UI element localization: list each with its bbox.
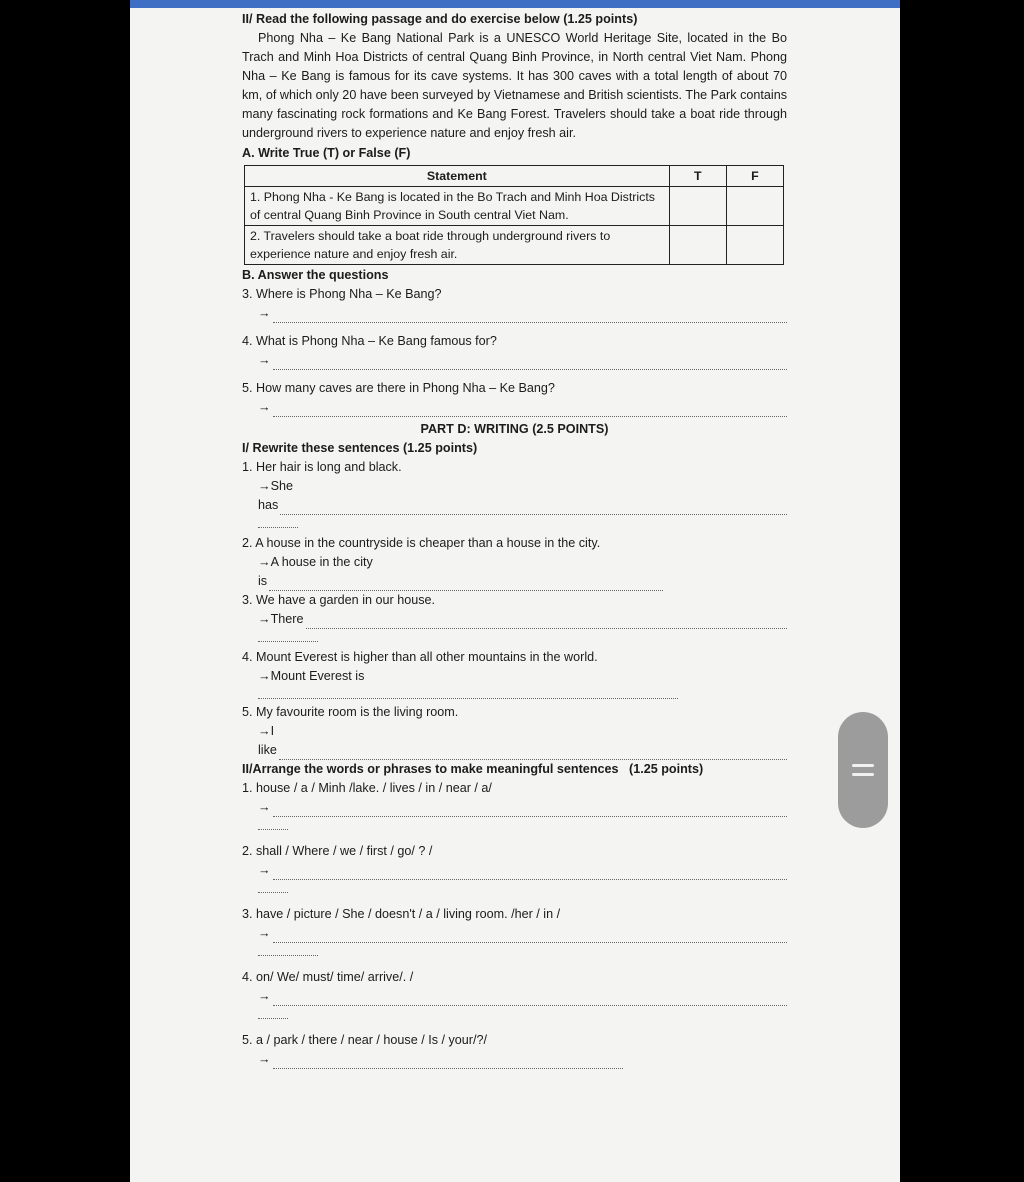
- table-row: [245, 226, 784, 265]
- rewrite-prompt: is: [258, 574, 268, 588]
- rewrite-prompt: →She: [258, 479, 294, 493]
- rewrite-heading: I/ Rewrite these sentences (1.25 points): [242, 441, 478, 455]
- false-answer-cell[interactable]: [726, 187, 783, 226]
- arrow: →: [258, 926, 271, 940]
- arrow: →: [258, 989, 271, 1003]
- arrow: →: [258, 863, 271, 877]
- arrange-item: 4. on/ We/ must/ time/ arrive/. /: [242, 970, 414, 984]
- answer-line[interactable]: [242, 686, 678, 699]
- answer-line[interactable]: [242, 987, 787, 1006]
- arrange-heading-text: II/Arrange the words or phrases to make meaningful sentences: [242, 762, 619, 776]
- answer-line-short[interactable]: [242, 515, 298, 528]
- arrange-item: 2. shall / Where / we / first / go/ ? /: [242, 844, 433, 858]
- rewrite-prompt: →A house in the city: [258, 555, 373, 569]
- statement-header: Statement: [245, 166, 670, 187]
- rewrite-sentence: 2. A house in the countryside is cheaper than a house in the city.: [242, 536, 601, 550]
- worksheet-page: [130, 8, 900, 1182]
- reading-passage: Phong Nha – Ke Bang National Park is a UNESCO World Heritage Site, located in the Bo Trach and Minh Hoa Districts of central Quang Binh Province, in North central Viet Nam. Phong Nha – Ke Bang is famous for its cave systems. It has 300 caves with a total length of about 70 km, of which only 20 have been surveyed by Vietnamese and British scientists. The Park contains many fascinating rock formations and Ke Bang Forest. Travelers should take a boat ride through underground rivers to experience nature and enjoy fresh air.: [242, 31, 787, 140]
- top-bar: [130, 0, 900, 8]
- rewrite-prompt: →I: [258, 724, 275, 738]
- rewrite-prompt: →Mount Everest is: [258, 669, 365, 683]
- arrow: →: [258, 306, 271, 320]
- answer-line-short[interactable]: [242, 629, 318, 642]
- false-answer-cell[interactable]: [726, 226, 783, 265]
- answer-line-short[interactable]: [242, 880, 288, 893]
- arrange-item: 3. have / picture / She / doesn't / a / living room. /her / in /: [242, 907, 561, 921]
- true-header: T: [669, 166, 726, 187]
- answer-line[interactable]: [242, 572, 663, 591]
- arrow: →: [258, 1052, 271, 1066]
- question-item: 3. Where is Phong Nha – Ke Bang?: [242, 287, 442, 301]
- true-answer-cell[interactable]: [669, 226, 726, 265]
- answer-line[interactable]: [242, 861, 787, 880]
- answer-line[interactable]: [242, 304, 787, 323]
- question-item: 5. How many caves are there in Phong Nha – Ke Bang?: [242, 381, 555, 395]
- arrange-points: (1.25 points): [629, 762, 704, 776]
- grip-line-icon: [852, 773, 874, 776]
- answer-line[interactable]: [242, 924, 787, 943]
- false-header: F: [726, 166, 783, 187]
- answer-line-short[interactable]: [242, 817, 288, 830]
- answer-line-short[interactable]: [242, 1006, 288, 1019]
- table-row: [245, 187, 784, 226]
- arrow: →: [258, 400, 271, 414]
- worksheet-content: [242, 10, 787, 1069]
- part-b-heading: B. Answer the questions: [242, 268, 389, 282]
- arrow: →: [258, 800, 271, 814]
- arrange-item: 5. a / park / there / near / house / Is / your/?/: [242, 1033, 488, 1047]
- reading-heading: II/ Read the following passage and do exercise below (1.25 points): [242, 12, 638, 26]
- scroll-handle[interactable]: [838, 712, 888, 828]
- rewrite-sentence: 5. My favourite room is the living room.: [242, 705, 459, 719]
- arrange-heading: [242, 760, 787, 779]
- answer-line[interactable]: [242, 398, 787, 417]
- rewrite-sentence: 3. We have a garden in our house.: [242, 593, 436, 607]
- rewrite-prompt: →There: [258, 612, 304, 626]
- rewrite-sentence: 4. Mount Everest is higher than all other mountains in the world.: [242, 650, 598, 664]
- part-d-title: PART D: WRITING (2.5 POINTS): [420, 422, 609, 436]
- arrow: →: [258, 353, 271, 367]
- answer-line[interactable]: [242, 1050, 623, 1069]
- answer-line[interactable]: [242, 351, 787, 370]
- grip-line-icon: [852, 764, 874, 767]
- answer-line[interactable]: [242, 496, 787, 515]
- answer-line[interactable]: [242, 610, 787, 629]
- rewrite-prompt: like: [258, 743, 277, 757]
- statement-cell: 1. Phong Nha - Ke Bang is located in the Bo Trach and Minh Hoa Districts of central Quang Binh Province in South central Viet Nam.: [245, 187, 670, 226]
- answer-line[interactable]: [242, 798, 787, 817]
- statement-cell: 2. Travelers should take a boat ride through underground rivers to experience nature and enjoy fresh air.: [245, 226, 670, 265]
- arrange-item: 1. house / a / Minh /lake. / lives / in / near / a/: [242, 781, 492, 795]
- rewrite-prompt: has: [258, 498, 279, 512]
- answer-line[interactable]: [242, 741, 787, 760]
- rewrite-sentence: 1. Her hair is long and black.: [242, 460, 402, 474]
- part-a-heading: A. Write True (T) or False (F): [242, 146, 411, 160]
- true-false-table: [244, 165, 784, 265]
- true-answer-cell[interactable]: [669, 187, 726, 226]
- answer-line-short[interactable]: [242, 943, 318, 956]
- question-item: 4. What is Phong Nha – Ke Bang famous for?: [242, 334, 497, 348]
